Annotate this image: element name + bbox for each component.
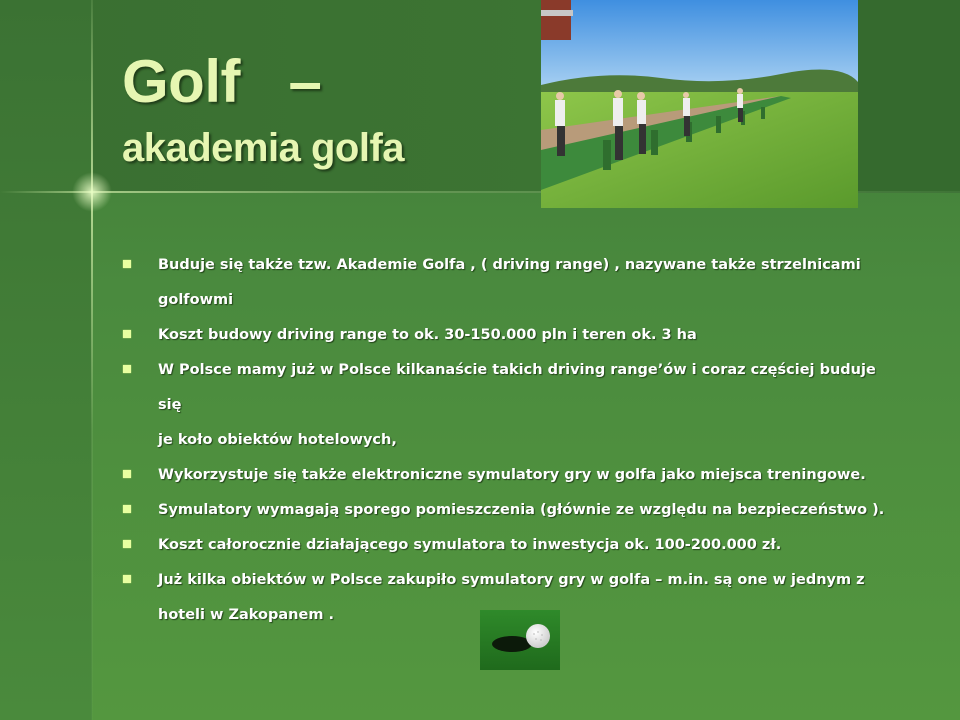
- divider-glow: [72, 172, 112, 212]
- list-item-text: Już kilka obiektów w Polsce zakupiło symulatory gry w golfa – m.in. są one w jednym z: [158, 572, 865, 588]
- golf-ball-illustration: [480, 610, 560, 670]
- bullet-square-icon: [123, 365, 131, 373]
- list-item: [122, 248, 902, 318]
- bullet-square-icon: [123, 505, 131, 513]
- title-line-1: Golf –: [122, 48, 322, 115]
- left-strip: [0, 0, 92, 720]
- driving-range-illustration: [541, 0, 858, 208]
- list-item-text: W Polsce mamy już w Polsce kilkanaście takich driving range’ów i coraz częściej buduje się: [158, 362, 876, 413]
- list-item-text-continued: hoteli w Zakopanem .: [158, 607, 334, 623]
- list-item: [122, 528, 902, 563]
- list-item: [122, 353, 902, 458]
- slide-title: [122, 48, 542, 170]
- list-item-text: Koszt całorocznie działającego symulatora to inwestycja ok. 100-200.000 zł.: [158, 537, 782, 553]
- list-item-text: Symulatory wymagają sporego pomieszczenia (głównie ze względu na bezpieczeństwo ).: [158, 502, 885, 518]
- bullet-square-icon: [123, 540, 131, 548]
- bullet-square-icon: [123, 260, 131, 268]
- list-item: [122, 493, 902, 528]
- list-item-text-continued: golfowmi: [158, 292, 234, 308]
- list-item-text: Koszt budowy driving range to ok. 30-150.000 pln i teren ok. 3 ha: [158, 327, 697, 343]
- right-band: [858, 0, 960, 193]
- list-item-text: Wykorzystuje się także elektroniczne symulatory gry w golfa jako miejsca treningowe.: [158, 467, 866, 483]
- title-line-2: akademia golfa: [122, 126, 405, 170]
- golf-ball-photo: [480, 610, 560, 670]
- divider-vertical: [91, 0, 93, 720]
- list-item-text: Buduje się także tzw. Akademie Golfa , ( driving range) , nazywane także strzelnicami: [158, 257, 861, 273]
- driving-range-photo: [541, 0, 858, 208]
- bullet-square-icon: [123, 575, 131, 583]
- bullet-square-icon: [123, 330, 131, 338]
- list-item-text-continued: je koło obiektów hotelowych,: [158, 432, 397, 448]
- bullet-list: [122, 248, 902, 633]
- list-item: [122, 458, 902, 493]
- bullet-square-icon: [123, 470, 131, 478]
- list-item: [122, 318, 902, 353]
